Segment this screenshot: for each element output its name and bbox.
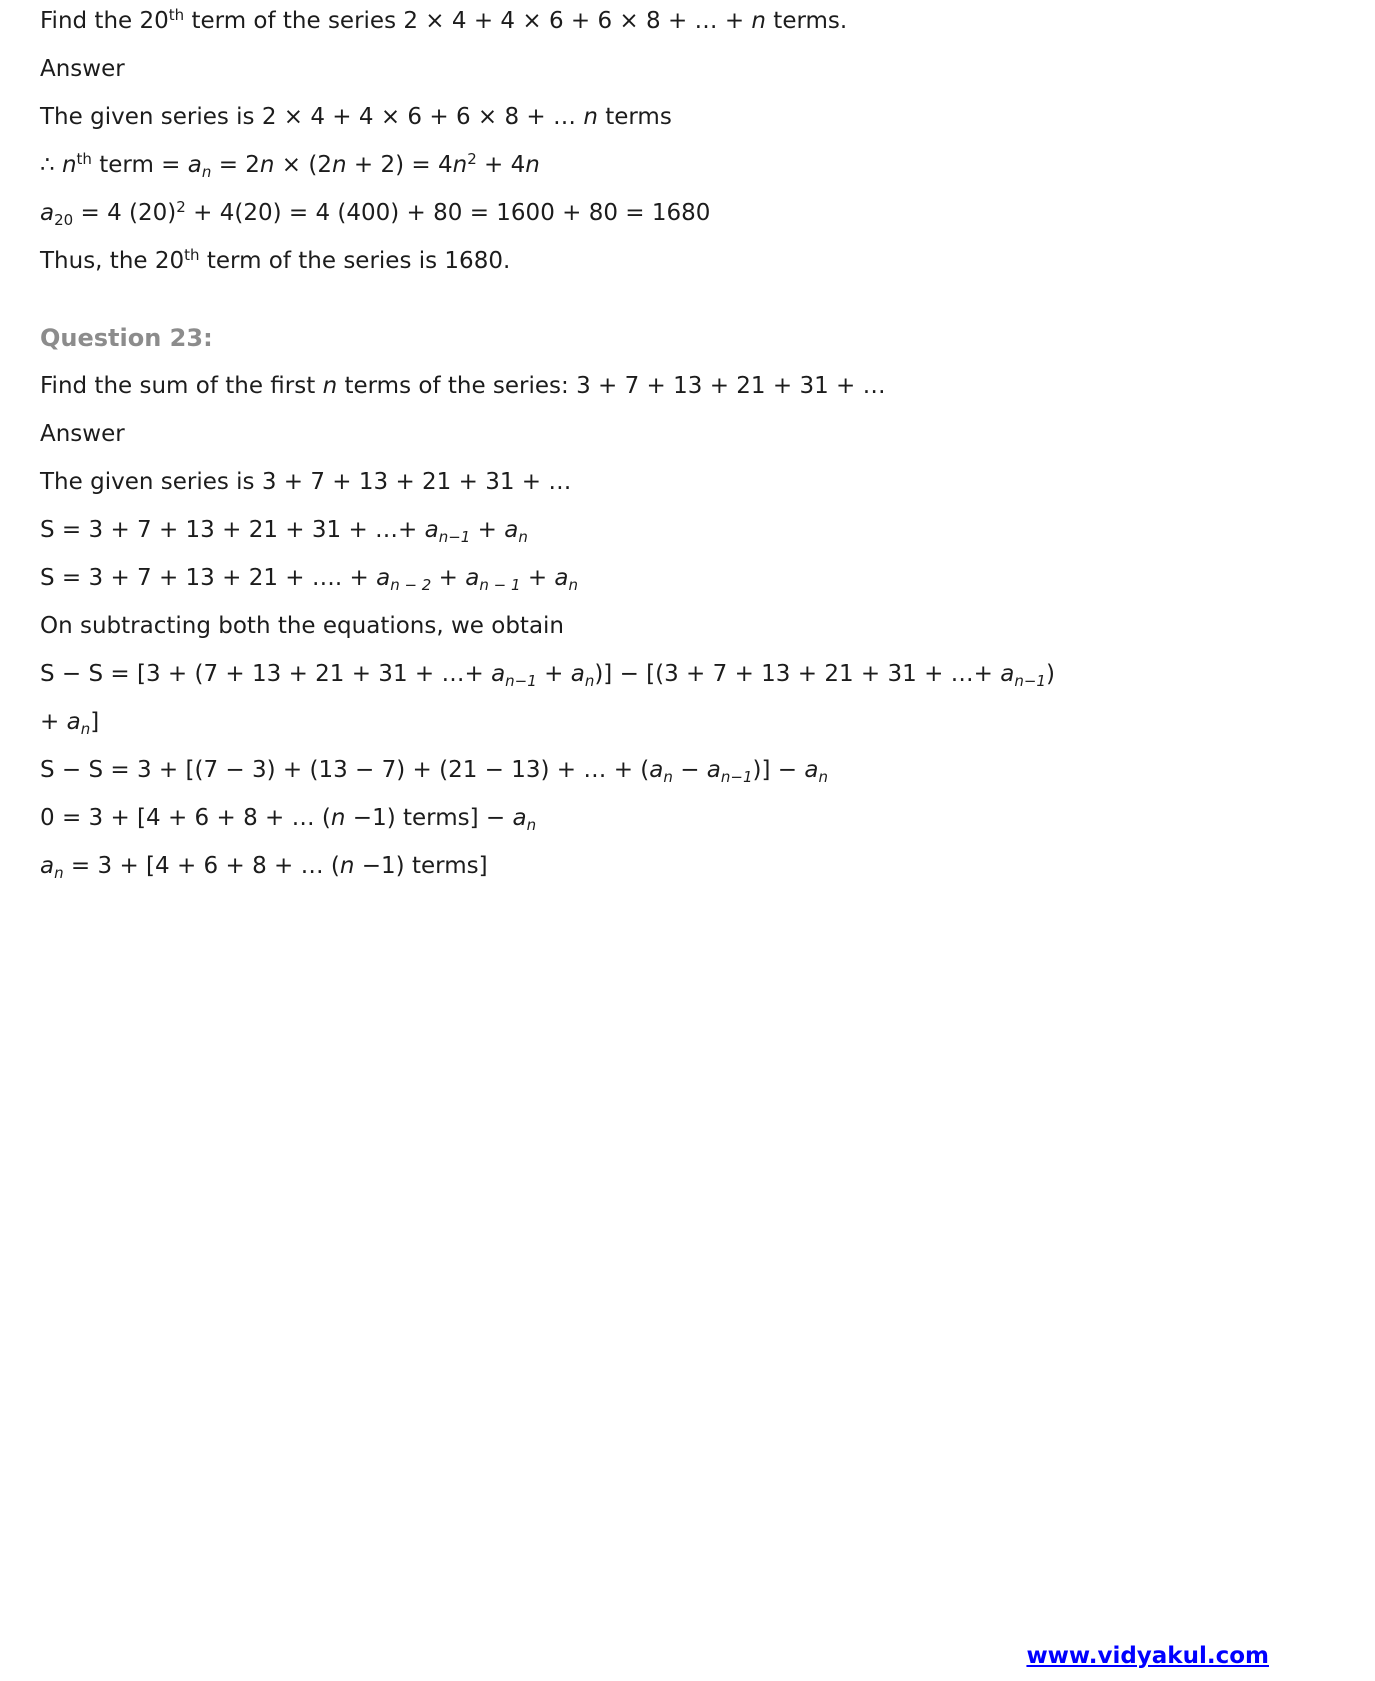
answer-label-q23: Answer (40, 421, 125, 447)
a20-equation: $a_{20} = 4$ $(20)^2 + 4(20) = 4$ (400) + 80 = 1600 + 80 = 1680 (40, 197, 711, 229)
question-23-text: Find the sum of the first n terms of the series: 3 + 7 + 13 + 21 + 31 + … (40, 373, 886, 399)
an-equation: $a_n = 3 + [4 + 6 + 8$ + … (n −1) terms] (40, 853, 488, 882)
subtraction-note: On subtracting both the equations, we obtain (40, 613, 565, 639)
question-23-header: Question 23: (40, 324, 213, 352)
nth-term-equation: ∴ $n^{th}$ term = $a_n = 2n \times (2n + 2) = 4n^2 + 4n$ (40, 149, 540, 181)
question-22-text: Find the 20th term of the series 2 × 4 + 4 × 6 + 6 × 8 + … + n terms. (40, 5, 848, 34)
conclusion-q22: Thus, the 20th term of the series is 1680. (40, 245, 511, 274)
series-definition-q23: The given series is 3 + 7 + 13 + 21 + 31 + … (40, 469, 572, 495)
answer-label-q22: Answer (40, 56, 125, 82)
series-definition-q22: The given series is 2 × 4 + 4 × 6 + 6 × 8 + … n terms (40, 104, 672, 130)
zero-equation: 0 = 3 + [4 + 6 + 8 + … (n −1) terms] − $a_n$ (40, 805, 537, 834)
subtraction-equation-part2: + $a_n$] (40, 709, 100, 738)
subtraction-equation-part1: S − S = [3 + (7 + 13 + 21 + 31 + …+ $a_{n-1} + a_n)] - [(3 + 7 + 13 + 21 + 31$ + …+ $a_{n-1}$) (40, 661, 1055, 690)
difference-equation: S − S = 3 + [(7 − 3) + (13 − 7) + (21 − 13) + … + $(a_n - a_{n-1})] - a_n$ (40, 757, 828, 786)
sum-equation-2: S = 3 + 7 + 13 + 21 + …. + $a_{n - 2} + a_{n - 1} + a_n$ (40, 565, 579, 594)
vidyakul-link[interactable]: www.vidyakul.com (1026, 1643, 1269, 1669)
sum-equation-1: S = 3 + 7 + 13 + 21 + 31 + …+ $a_{n-1} + a_n$ (40, 517, 528, 546)
